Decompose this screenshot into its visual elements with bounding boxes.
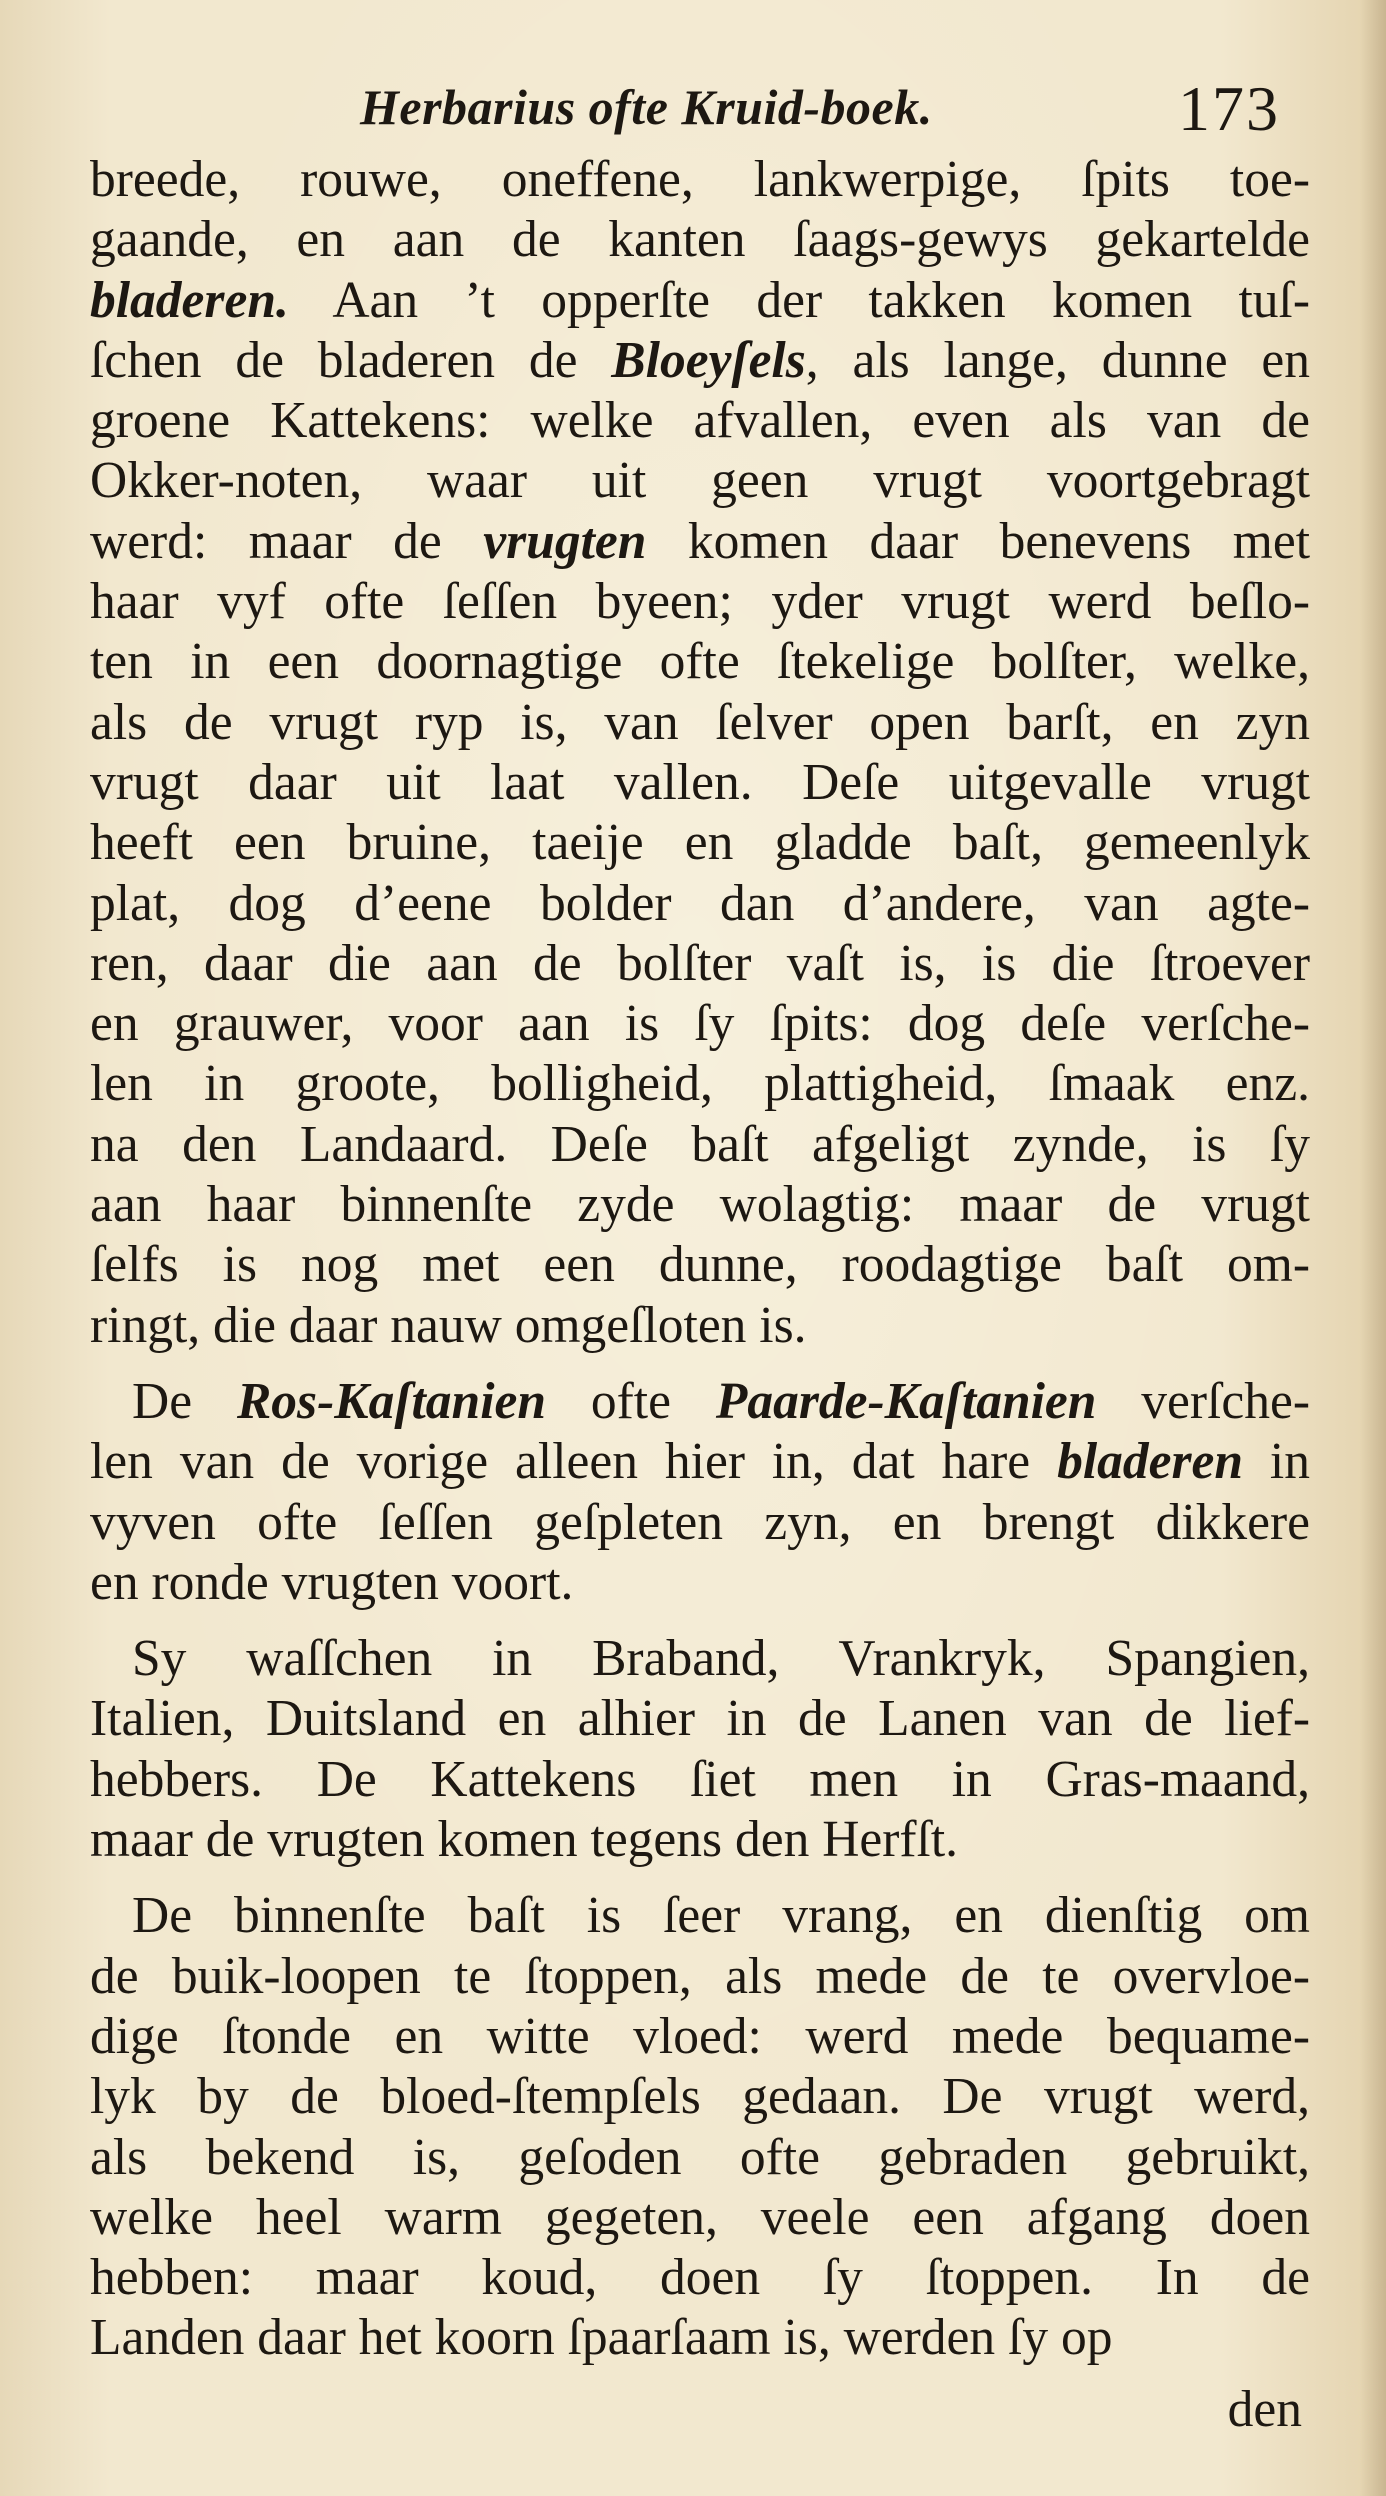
text-run: De binnenſte baſt is ſeer vrang, en dienſtig om (132, 1887, 1310, 1945)
text-line (90, 1432, 1310, 1492)
text-line (90, 1689, 1310, 1749)
text-line (90, 1886, 1310, 1946)
text-run: Okker-noten, waar uit geen vrugt voortgebragt (90, 452, 1310, 510)
text-run: hebbers. De Kattekens ſiet men in Gras-maand, (90, 1750, 1310, 1808)
text-run: haar vyf ofte ſeſſen byeen; yder vrugt werd beſlo- (90, 573, 1310, 631)
text-line (90, 572, 1310, 632)
text-run: ſchen de bladeren de (90, 331, 612, 389)
text-line (90, 451, 1310, 511)
text-run: Aan ’t opperſte der takken komen tuſ- (288, 271, 1310, 329)
text-run: plat, dog d’eene bolder dan d’andere, van agte- (90, 874, 1310, 932)
text-run: ren, daar die aan de bolſter vaſt is, is die ſtroever (90, 934, 1310, 992)
text-run: lyk by de bloed-ſtempſels gedaan. De vrugt werd, (90, 2068, 1310, 2126)
text-line (90, 1054, 1310, 1114)
text-line (90, 1553, 1310, 1613)
text-line (90, 994, 1310, 1054)
text-run: als de vrugt ryp is, van ſelver open barſt, en zyn (90, 693, 1310, 751)
text-run: ringt, die daar nauw omgeſloten is. (90, 1296, 807, 1354)
text-line (90, 2007, 1310, 2067)
text-line (90, 2128, 1310, 2188)
text-run: en ronde vrugten voort. (90, 1553, 574, 1611)
page-header (360, 72, 1280, 152)
text-run: len in groote, bolligheid, plattigheid, ſmaak enz. (90, 1055, 1310, 1113)
text-run: na den Landaard. Deſe baſt afgeligt zynde, is ſy (90, 1115, 1310, 1173)
text-run: ofte (546, 1372, 716, 1430)
paragraph (90, 1629, 1310, 1870)
text-line (90, 1115, 1310, 1175)
text-line (90, 1235, 1310, 1295)
text-line (90, 150, 1310, 210)
text-line (90, 934, 1310, 994)
text-run: ten in een doornagtige ofte ſtekelige bolſter, welke, (90, 633, 1310, 691)
catchword: den (1227, 2381, 1302, 2438)
text-run: als bekend is, geſoden ofte gebraden gebruikt, (90, 2128, 1310, 2186)
text-run: de buik-loopen te ſtoppen, als mede de te overvloe- (90, 1947, 1310, 2005)
text-line (90, 813, 1310, 873)
text-line (90, 1372, 1310, 1432)
italic-term: Bloeyſels (611, 331, 806, 389)
text-run: breede, rouwe, oneffene, lankwerpige, ſpits toe- (90, 151, 1310, 208)
text-line (90, 331, 1310, 391)
text-line (90, 2067, 1310, 2127)
text-run: heeft een bruine, taeije en gladde baſt, gemeenlyk (90, 814, 1310, 872)
text-line (90, 271, 1310, 331)
text-run: gaande, en aan de kanten ſaags-gewys gekartelde (90, 211, 1310, 269)
paragraph (90, 1886, 1310, 2368)
text-run: en grauwer, voor aan is ſy ſpits: dog deſe verſche- (90, 995, 1310, 1053)
text-run: werd: maar de (90, 512, 484, 570)
text-line (90, 1296, 1310, 1356)
text-line (90, 1750, 1310, 1810)
paragraph (90, 1372, 1310, 1613)
text-run: dige ſtonde en witte vloed: werd mede bequame- (90, 2007, 1310, 2065)
text-run: ſelfs is nog met een dunne, roodagtige baſt om- (90, 1236, 1310, 1294)
italic-term: Ros-Kaſtanien (236, 1372, 547, 1430)
italic-term: bladeren. (90, 271, 289, 329)
italic-term: vrugten (483, 512, 647, 570)
text-run: De (132, 1372, 237, 1430)
text-line (90, 2308, 1310, 2368)
text-run: welke heel warm gegeten, veele een afgang doen (90, 2188, 1310, 2246)
text-run: Landen daar het koorn ſpaarſaam is, werden ſy op (90, 2309, 1113, 2367)
page-edge-shadow (1360, 0, 1386, 2496)
text-line (90, 753, 1310, 813)
text-run: komen daar benevens met (646, 512, 1310, 570)
text-run: vyven ofte ſeſſen geſpleten zyn, en brengt dikkere (90, 1493, 1310, 1551)
text-line (90, 1810, 1310, 1870)
text-run: aan haar binnenſte zyde wolagtig: maar de vrugt (90, 1176, 1310, 1234)
text-run: vrugt daar uit laat vallen. Deſe uitgevalle vrugt (90, 753, 1310, 811)
text-run: Italien, Duitsland en alhier in de Lanen van de lief- (90, 1690, 1310, 1748)
text-run: verſche- (1096, 1372, 1310, 1430)
text-run: Sy waſſchen in Braband, Vrankryk, Spangien, (132, 1630, 1310, 1688)
page-number: 173 (1178, 73, 1280, 144)
italic-term: Paarde-Kaſtanien (715, 1372, 1097, 1430)
text-line (90, 632, 1310, 692)
text-line (90, 874, 1310, 934)
text-line (90, 2248, 1310, 2308)
text-run: len van de vorige alleen hier in, dat hare (90, 1433, 1058, 1491)
text-line (90, 512, 1310, 572)
body-text (90, 150, 1310, 2369)
paragraph (90, 150, 1310, 1356)
text-line (90, 1947, 1310, 2007)
text-line (90, 391, 1310, 451)
italic-term: bladeren (1057, 1433, 1244, 1491)
text-line (90, 1629, 1310, 1689)
text-line (90, 1493, 1310, 1553)
text-run: maar de vrugten komen tegens den Herfſt. (90, 1811, 959, 1869)
text-line (90, 2188, 1310, 2248)
text-run: groene Kattekens: welke afvallen, even als van de (90, 392, 1310, 450)
text-run: , als lange, dunne en (805, 331, 1310, 389)
text-line (90, 693, 1310, 753)
text-line (90, 210, 1310, 270)
running-title: Herbarius ofte Kruid-boek. (360, 79, 933, 135)
text-line (90, 1175, 1310, 1235)
text-run: in (1243, 1433, 1310, 1491)
text-run: hebben: maar koud, doen ſy ſtoppen. In de (90, 2249, 1310, 2307)
